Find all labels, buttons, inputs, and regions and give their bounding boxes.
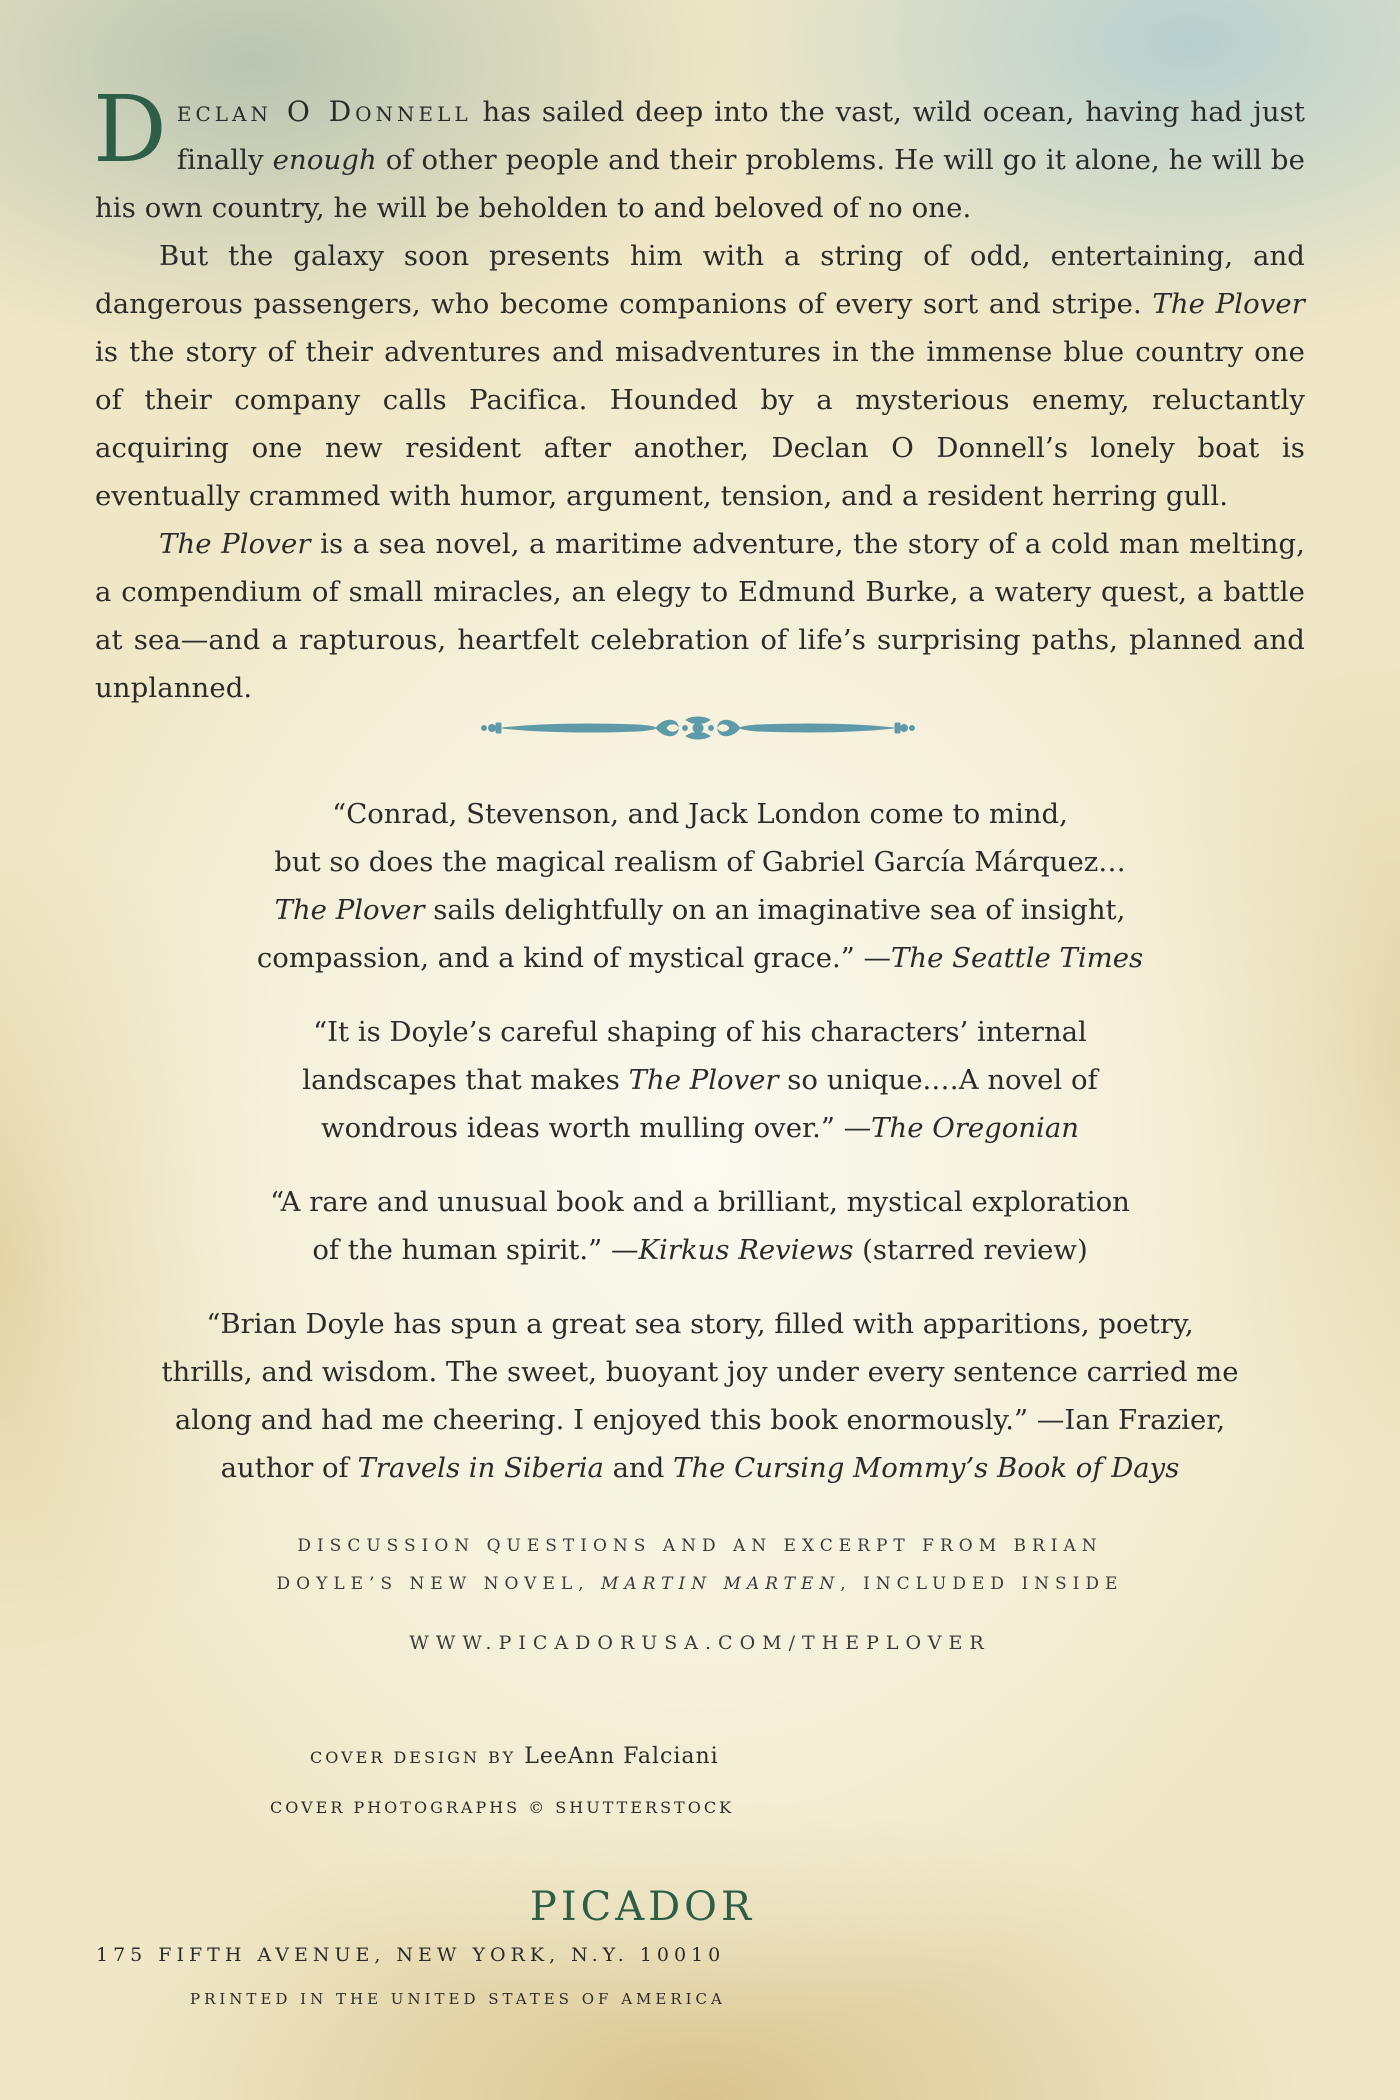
cover-design-credit: COVER DESIGN BY LeeAnn Falciani [310,1744,719,1769]
publisher-address: 175 FIFTH AVENUE, NEW YORK, N.Y. 10010 [96,1944,726,1966]
review-quotes [110,790,1290,1518]
printed-in-note: PRINTED IN THE UNITED STATES OF AMERICA [190,1990,726,2008]
book-description [93,76,1306,712]
extras-note-line-2: DOYLE’S NEW NOVEL, MARTIN MARTEN, INCLUDED INSIDE [276,1574,1124,1594]
protagonist-name: eclan O Donnell [176,95,472,128]
description-paragraph-1: Declan O Donnell has sailed deep into the vast, wild ocean, having had just finally enough of other people and their problems. He will go it alone, he will be his own country, he will be beholden to and beloved of no one. [93,76,1306,224]
quote-oregonian: “It is Doyle’s careful shaping of his characters’ internal landscapes that makes The Plover so unique.…A novel of wondrous ideas worth mulling over.” —The Oregonian [302,1016,1098,1144]
quote-ian-frazier: “Brian Doyle has spun a great sea story, filled with apparitions, poetry, thrills, and wisdom. The sweet, buoyant joy under every sentence carried me along and had me cheering. I enjoyed this book enormously.” —Ian Frazier, author of Travels in Siberia and The Cursing Mommy’s Book of Days [161,1308,1239,1484]
quote-seattle-times: “Conrad, Stevenson, and Jack London come to mind, but so does the magical realism of Gabriel García Márquez… The Plover sails delightfully on an imaginative sea of insight, compassion, and a kind of mystical grace.” —The Seattle Times [256,798,1144,974]
decorative-flourish-icon [478,708,918,748]
publisher-logo: PICADOR [529,1884,756,1930]
extras-note-line-1: DISCUSSION QUESTIONS AND AN EXCERPT FROM BRIAN [297,1536,1103,1556]
description-paragraph-2: But the galaxy soon presents him with a string of odd, entertaining, and dangerous passengers, who become companions of every sort and stripe. The Plover is the story of their adventures and misadventures in the immense blue country one of their company calls Pacifica. Hounded by a mysterious enemy, reluctantly acquiring one new resident after another, Declan O Donnell’s lonely boat is eventually crammed with humor, argument, tension, and a resident herring gull. [95,240,1305,512]
description-paragraph-3: The Plover is a sea novel, a maritime adventure, the story of a cold man melting, a compendium of small miracles, an elegy to Edmund Burke, a watery quest, a battle at sea—and a rapturous, heartfelt celebration of life’s surprising paths, planned and unplanned. [95,528,1305,704]
cover-photo-credit: COVER PHOTOGRAPHS © SHUTTERSTOCK [270,1798,735,1817]
website-url: WWW.PICADORUSA.COM/THEPLOVER [409,1632,991,1654]
drop-cap: D [93,76,167,183]
quote-kirkus: “A rare and unusual book and a brilliant, mystical exploration of the human spirit.” —Kirkus Reviews (starred review) [270,1186,1130,1266]
